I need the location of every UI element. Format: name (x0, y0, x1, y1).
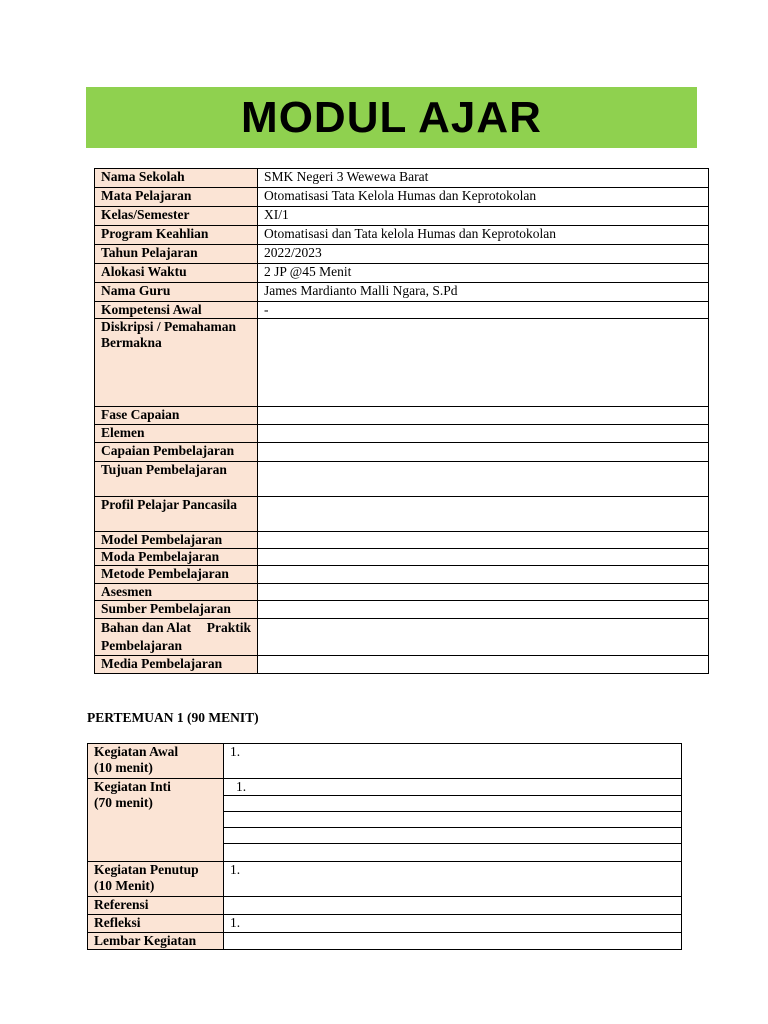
table-row (88, 779, 682, 796)
value-lembar-kegiatan (224, 933, 682, 950)
value-media-pembelajaran (258, 656, 709, 674)
value-moda-pembelajaran (258, 549, 709, 566)
value-kelas-semester: XI/1 (258, 207, 709, 226)
table-row (95, 601, 709, 619)
value-model-pembelajaran (258, 532, 709, 549)
value-kompetensi-awal: - (258, 302, 709, 319)
label-bahan-alat (95, 619, 258, 656)
label-mata-pelajaran: Mata Pelajaran (95, 188, 258, 207)
value-capaian-pembelajaran (258, 443, 709, 462)
table-row (88, 744, 682, 779)
label-bahan-alat-part2: Praktik (206, 620, 251, 635)
label-lembar-kegiatan: Lembar Kegiatan (88, 933, 224, 950)
value-tahun-pelajaran: 2022/2023 (258, 245, 709, 264)
label-nama-sekolah: Nama Sekolah (95, 169, 258, 188)
inti-blank-row (224, 796, 682, 812)
value-sumber-pembelajaran (258, 601, 709, 619)
label-tujuan-pembelajaran: Tujuan Pembelajaran (95, 462, 258, 497)
table-row (95, 532, 709, 549)
label-kegiatan-awal-line2: (10 menit) (94, 760, 153, 775)
label-tahun-pelajaran: Tahun Pelajaran (95, 245, 258, 264)
title-banner (86, 87, 697, 148)
value-alokasi-waktu: 2 JP @45 Menit (258, 264, 709, 283)
label-kompetensi-awal: Kompetensi Awal (95, 302, 258, 319)
value-kegiatan-penutup: 1. (224, 862, 682, 897)
label-kegiatan-penutup-line1: Kegiatan Penutup (94, 862, 199, 877)
value-fase-capaian (258, 407, 709, 425)
table-row (95, 566, 709, 584)
value-bahan-alat (258, 619, 709, 656)
meeting-table (87, 743, 682, 950)
table-row (95, 584, 709, 601)
value-diskripsi (258, 319, 709, 407)
table-row (95, 443, 709, 462)
value-profil-pelajar (258, 497, 709, 532)
label-program-keahlian: Program Keahlian (95, 226, 258, 245)
value-kegiatan-awal: 1. (224, 744, 682, 779)
label-kegiatan-awal-line1: Kegiatan Awal (94, 744, 179, 759)
label-elemen: Elemen (95, 425, 258, 443)
label-kegiatan-awal (88, 744, 224, 779)
label-kelas-semester: Kelas/Semester (95, 207, 258, 226)
table-row (95, 226, 709, 245)
table-row (88, 862, 682, 897)
label-kegiatan-penutup-line2: (10 Menit) (94, 878, 155, 893)
module-info-table (94, 168, 709, 674)
value-nama-guru: James Mardianto Malli Ngara, S.Pd (258, 283, 709, 302)
table-row (88, 897, 682, 915)
label-bahan-alat-part3: Pembelajaran (101, 638, 182, 653)
table-row (88, 933, 682, 950)
label-sumber-pembelajaran: Sumber Pembelajaran (95, 601, 258, 619)
label-fase-capaian: Fase Capaian (95, 407, 258, 425)
table-row (95, 302, 709, 319)
table-row (88, 915, 682, 933)
table-row (95, 283, 709, 302)
value-kegiatan-inti: 1. (224, 779, 682, 796)
table-row (95, 656, 709, 674)
label-metode-pembelajaran: Metode Pembelajaran (95, 566, 258, 584)
value-tujuan-pembelajaran (258, 462, 709, 497)
label-diskripsi: Diskripsi / Pemahaman Bermakna (95, 319, 258, 407)
label-refleksi: Refleksi (88, 915, 224, 933)
value-mata-pelajaran: Otomatisasi Tata Kelola Humas dan Keprotokolan (258, 188, 709, 207)
table-row (95, 264, 709, 283)
value-metode-pembelajaran (258, 566, 709, 584)
value-program-keahlian: Otomatisasi dan Tata kelola Humas dan Keprotokolan (258, 226, 709, 245)
label-kegiatan-penutup (88, 862, 224, 897)
table-row (95, 549, 709, 566)
label-model-pembelajaran: Model Pembelajaran (95, 532, 258, 549)
value-nama-sekolah: SMK Negeri 3 Wewewa Barat (258, 169, 709, 188)
value-refleksi: 1. (224, 915, 682, 933)
table-row (95, 497, 709, 532)
value-asesmen (258, 584, 709, 601)
inti-blank-row (224, 812, 682, 828)
label-kegiatan-inti-line2: (70 menit) (94, 795, 153, 810)
page-title: MODUL AJAR (241, 92, 542, 142)
label-referensi: Referensi (88, 897, 224, 915)
label-capaian-pembelajaran: Capaian Pembelajaran (95, 443, 258, 462)
inti-blank-row (224, 828, 682, 844)
table-row (95, 619, 709, 656)
table-row (95, 407, 709, 425)
value-referensi (224, 897, 682, 915)
label-kegiatan-inti-line1: Kegiatan Inti (94, 779, 171, 794)
table-row (95, 245, 709, 264)
table-row (95, 462, 709, 497)
label-bahan-alat-part1: Bahan dan Alat (101, 620, 192, 635)
meeting-title: PERTEMUAN 1 (90 MENIT) (87, 710, 259, 725)
label-moda-pembelajaran: Moda Pembelajaran (95, 549, 258, 566)
inti-blank-row (224, 844, 682, 862)
table-row (95, 319, 709, 407)
table-row (95, 169, 709, 188)
label-media-pembelajaran: Media Pembelajaran (95, 656, 258, 674)
table-row (95, 425, 709, 443)
table-row (95, 188, 709, 207)
label-alokasi-waktu: Alokasi Waktu (95, 264, 258, 283)
label-kegiatan-inti (88, 779, 224, 862)
table-row (95, 207, 709, 226)
value-elemen (258, 425, 709, 443)
label-nama-guru: Nama Guru (95, 283, 258, 302)
label-profil-pelajar: Profil Pelajar Pancasila (95, 497, 258, 532)
label-asesmen: Asesmen (95, 584, 258, 601)
